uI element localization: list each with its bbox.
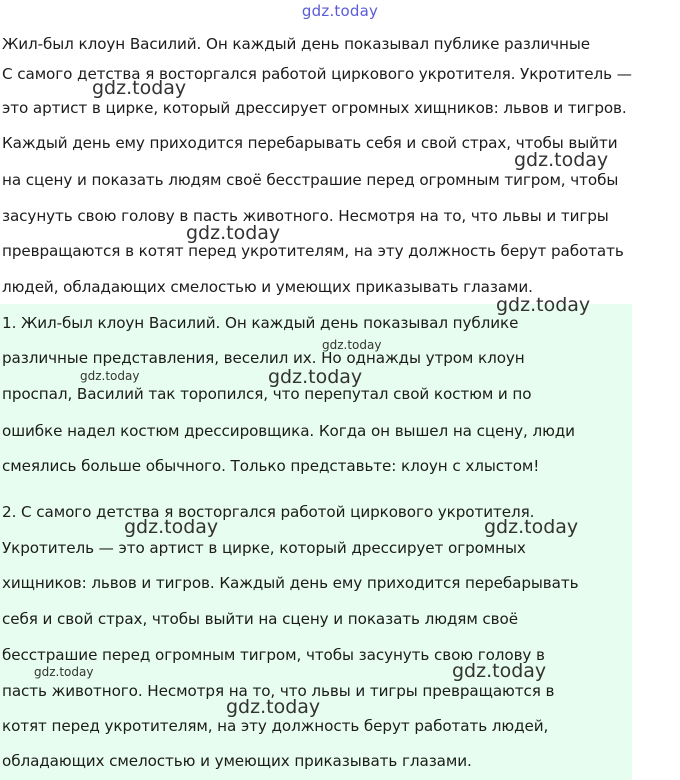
watermark: gdz.today xyxy=(322,338,382,352)
site-watermark-header: gdz.today xyxy=(301,2,379,20)
answer-line: 1. Жил-был клоун Василий. Он каждый день показывал публике xyxy=(2,314,519,332)
task-line: на сцену и показать людям своё бесстрашие перед огромным тигром, чтобы xyxy=(2,171,619,189)
task-line: людей, обладающих смелостью и умеющих приказывать глазами. xyxy=(2,278,533,296)
answer-line: хищников: львов и тигров. Каждый день ему приходится перебарывать xyxy=(2,574,579,592)
answer-line: котят перед укротителям, на эту должность берут работать людей, xyxy=(2,717,549,735)
answer-line: обладающих смелостью и умеющих приказывать глазами. xyxy=(2,752,472,770)
answer-line: различные представления, веселил их. Но однажды утром клоун xyxy=(2,349,525,367)
watermark: gdz.today xyxy=(452,660,547,682)
task-line: засунуть свою голову в пасть животного. Несмотря на то, что львы и тигры xyxy=(2,207,609,225)
answer-line: пасть животного. Несмотря на то, что львы и тигры превращаются в xyxy=(2,682,555,700)
watermark: gdz.today xyxy=(186,222,281,244)
watermark: gdz.today xyxy=(268,366,363,388)
watermark: gdz.today xyxy=(92,77,187,99)
watermark: gdz.today xyxy=(124,516,219,538)
watermark: gdz.today xyxy=(514,149,609,171)
task-line: это артист в цирке, который дрессирует огромных хищников: львов и тигров. xyxy=(2,99,627,117)
task-line: превращаются в котят перед укротителям, на эту должность берут работать xyxy=(2,242,624,260)
watermark: gdz.today xyxy=(226,696,321,718)
answer-line: смеялись больше обычного. Только представьте: клоун с хлыстом! xyxy=(2,457,540,475)
answer-line: проспал, Василий так торопился, что перепутал свой костюм и по xyxy=(2,385,532,403)
answer-line: 2. С самого детства я восторгался работой циркового укротителя. xyxy=(2,503,535,521)
watermark: gdz.today xyxy=(80,369,140,383)
task-line: С самого детства я восторгался работой циркового укротителя. Укротитель — xyxy=(2,65,632,83)
watermark: gdz.today xyxy=(34,665,94,679)
answer-line: бесстрашие перед огромным тигром, чтобы засунуть свою голову в xyxy=(2,646,545,664)
watermark: gdz.today xyxy=(484,516,579,538)
watermark: gdz.today xyxy=(496,294,591,316)
answer-line: ошибке надел костюм дрессировщика. Когда он вышел на сцену, люди xyxy=(2,422,575,440)
answer-line: себя и свой страх, чтобы выйти на сцену и показать людям своё xyxy=(2,610,518,628)
task-line: Жил-был клоун Василий. Он каждый день показывал публике различные xyxy=(2,35,591,53)
task-line: Каждый день ему приходится перебарывать себя и свой страх, чтобы выйти xyxy=(2,134,618,152)
answer-line: Укротитель — это артист в цирке, который дрессирует огромных xyxy=(2,539,526,557)
